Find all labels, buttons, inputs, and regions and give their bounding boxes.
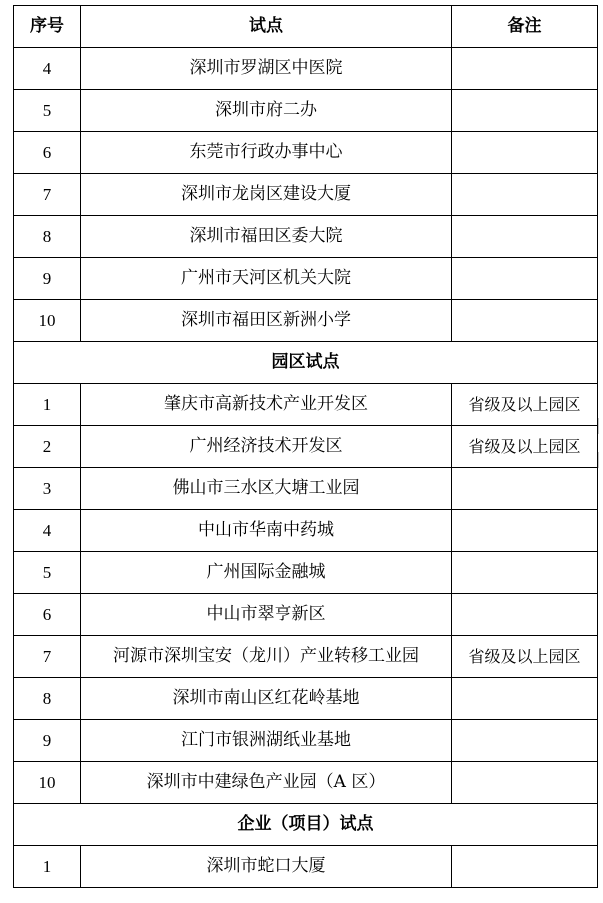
table-row [14,48,598,90]
row-note [452,174,598,216]
row-site: 东莞市行政办事中心 [81,132,452,174]
row-site: 深圳市龙岗区建设大厦 [81,174,452,216]
row-note [452,216,598,258]
row-note: 省级及以上园区 [452,426,598,468]
section-row-park [14,342,598,384]
row-site: 肇庆市高新技术产业开发区 [81,384,452,426]
table-row [14,426,598,468]
row-site: 中山市翠亨新区 [81,594,452,636]
row-note [452,468,598,510]
row-index: 8 [14,216,81,258]
row-site: 中山市华南中药城 [81,510,452,552]
row-index: 1 [14,384,81,426]
margin-marker [598,418,603,434]
row-site: 深圳市福田区新洲小学 [81,300,452,342]
row-index: 3 [14,468,81,510]
row-index: 1 [14,846,81,888]
table-row [14,678,598,720]
row-note [452,552,598,594]
row-index: 8 [14,678,81,720]
row-note: 省级及以上园区 [452,384,598,426]
header-note: 备注 [452,6,598,48]
table-header-row [14,6,598,48]
row-note [452,48,598,90]
row-note [452,258,598,300]
row-index: 4 [14,510,81,552]
table-row [14,258,598,300]
table-row [14,510,598,552]
row-index: 6 [14,132,81,174]
row-index: 7 [14,174,81,216]
row-site: 深圳市南山区红花岭基地 [81,678,452,720]
row-note [452,132,598,174]
row-index: 10 [14,762,81,804]
row-note: 省级及以上园区 [452,636,598,678]
row-index: 6 [14,594,81,636]
row-note [452,846,598,888]
table-row [14,132,598,174]
row-site: 广州市天河区机关大院 [81,258,452,300]
table-row [14,384,598,426]
row-site: 深圳市府二办 [81,90,452,132]
table-row [14,468,598,510]
row-note [452,90,598,132]
row-site: 深圳市中建绿色产业园（A 区） [81,762,452,804]
row-site: 广州国际金融城 [81,552,452,594]
table-row [14,594,598,636]
row-index: 9 [14,258,81,300]
row-site: 深圳市福田区委大院 [81,216,452,258]
table-row [14,846,598,888]
row-note [452,300,598,342]
row-note [452,762,598,804]
row-note [452,594,598,636]
row-note [452,678,598,720]
row-note [452,720,598,762]
table-row [14,216,598,258]
row-index: 2 [14,426,81,468]
row-note [452,510,598,552]
table-row [14,720,598,762]
row-site: 佛山市三水区大塘工业园 [81,468,452,510]
row-index: 10 [14,300,81,342]
section-title-park: 园区试点 [14,342,598,384]
table-row [14,762,598,804]
table-row [14,636,598,678]
section-row-enterprise [14,804,598,846]
row-index: 5 [14,90,81,132]
row-site: 深圳市蛇口大厦 [81,846,452,888]
section-title-enterprise: 企业（项目）试点 [14,804,598,846]
row-site: 河源市深圳宝安（龙川）产业转移工业园 [81,636,452,678]
document-page [13,5,597,888]
row-index: 5 [14,552,81,594]
row-index: 7 [14,636,81,678]
row-site: 深圳市罗湖区中医院 [81,48,452,90]
margin-marker [598,452,603,468]
header-site: 试点 [81,6,452,48]
row-site: 江门市银洲湖纸业基地 [81,720,452,762]
row-index: 4 [14,48,81,90]
pilot-sites-table [13,5,598,888]
row-site: 广州经济技术开发区 [81,426,452,468]
table-row [14,300,598,342]
table-row [14,90,598,132]
table-row [14,552,598,594]
row-index: 9 [14,720,81,762]
header-index: 序号 [14,6,81,48]
table-row [14,174,598,216]
